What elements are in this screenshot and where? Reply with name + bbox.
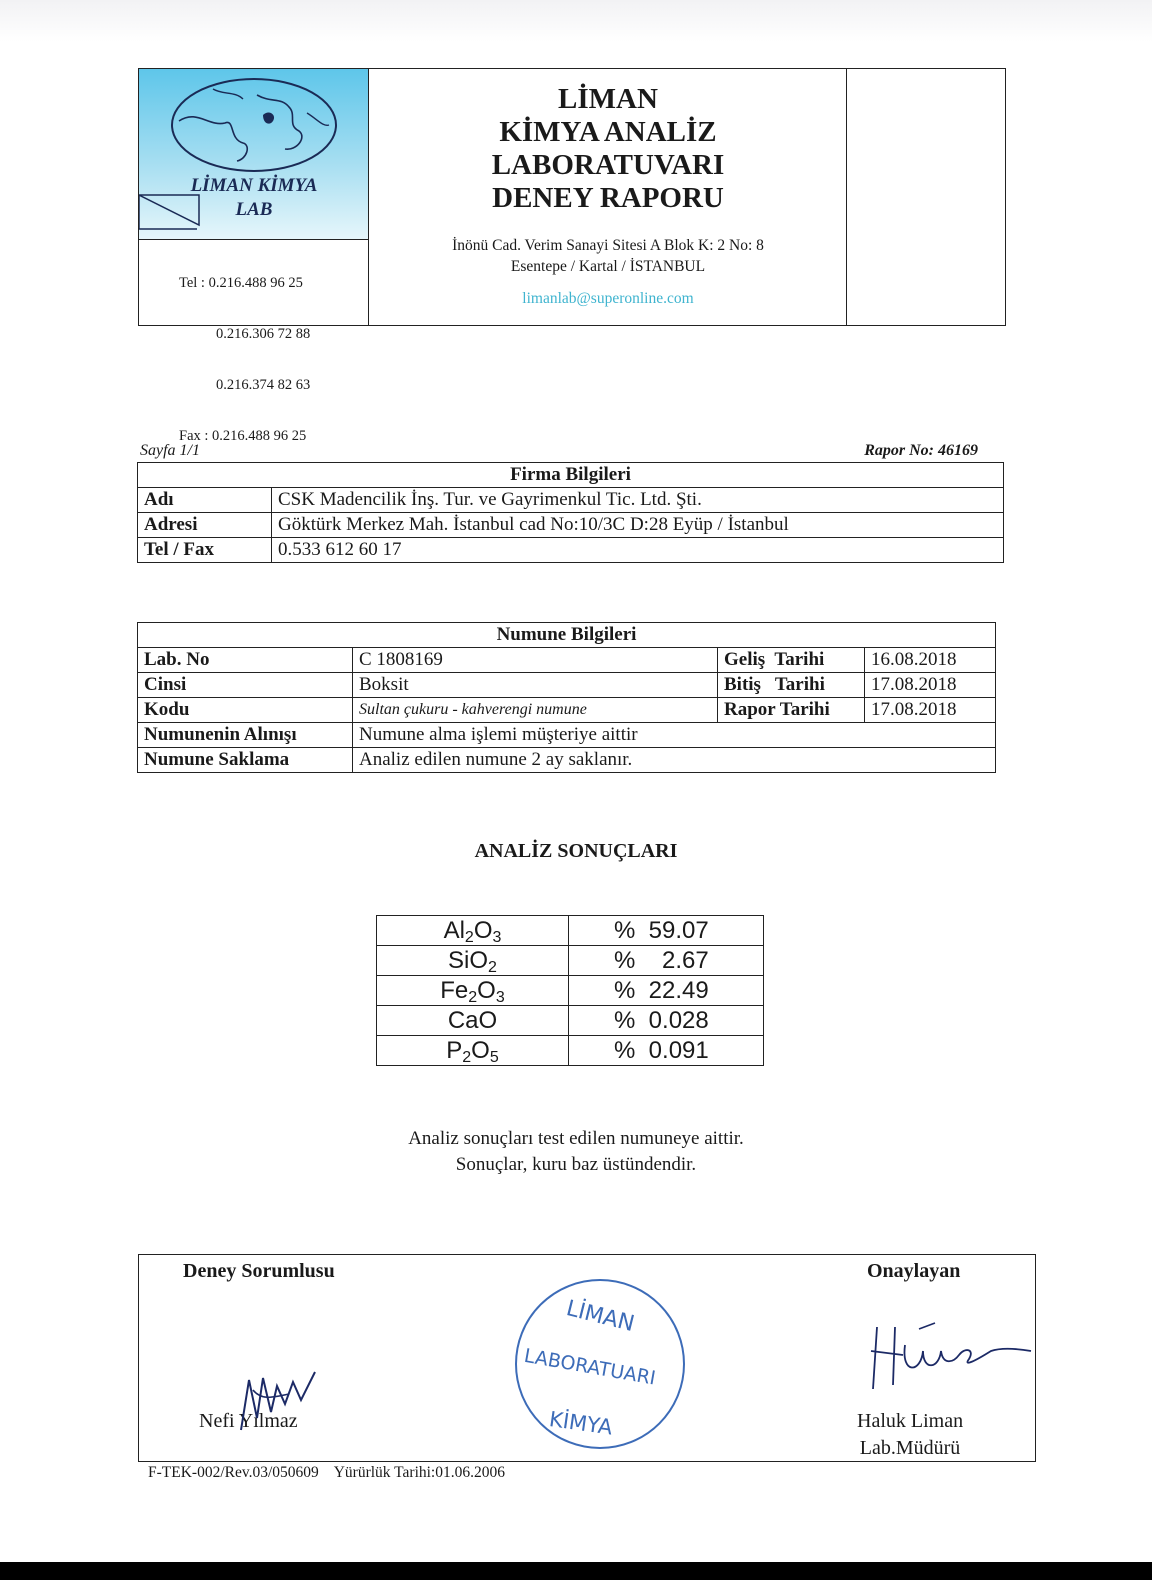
note-line-1: Analiz sonuçları test edilen numuneye aittir. — [408, 1128, 744, 1149]
compound-part: O — [471, 1036, 490, 1064]
logo-cell — [139, 69, 369, 239]
compound-part: O — [473, 916, 493, 944]
table-row — [138, 673, 996, 698]
sampling-value: Numune alma işlemi müşteriye aittir — [353, 723, 996, 748]
logo-line-1: LİMAN KİMYA — [190, 175, 318, 196]
table-row — [377, 946, 764, 976]
compound-subscript: 2 — [462, 1048, 472, 1066]
title-line-2: KİMYA ANALİZ — [499, 116, 717, 148]
compound-part: CaO — [447, 1006, 498, 1034]
compound-name — [377, 1006, 569, 1036]
table-row — [138, 513, 1004, 538]
table-row — [138, 698, 996, 723]
compound-value: % 59.07 — [569, 916, 764, 946]
finish-date-label: Bitiş Tarihi — [718, 673, 865, 698]
compound-subscript: 3 — [492, 928, 502, 946]
scan-shadow — [0, 0, 1152, 42]
address-line-1: İnönü Cad. Verim Sanayi Sitesi A Blok K: 2 No: 8 — [452, 237, 764, 254]
table-row — [377, 1006, 764, 1036]
test-responsible-name: Nefi Yılmaz — [199, 1410, 298, 1432]
compound-name — [377, 946, 569, 976]
lab-email[interactable]: limanlab@superonline.com — [522, 290, 694, 307]
finish-date-value: 17.08.2018 — [865, 673, 996, 698]
lab-stamp-icon — [511, 1275, 689, 1453]
tel-line-1: Tel : 0.216.488 96 25 — [179, 275, 303, 291]
title-line-3: LABORATUVARI — [491, 149, 725, 181]
compound-part: P — [446, 1036, 463, 1064]
approver-role: Lab.Müdürü — [859, 1437, 961, 1459]
logo-text — [139, 174, 369, 222]
compound-part: O — [477, 976, 496, 1004]
results-notes — [0, 1126, 1152, 1178]
compound-subscript: 2 — [468, 988, 478, 1006]
compound-subscript: 2 — [464, 928, 474, 946]
sample-type-label: Cinsi — [138, 673, 353, 698]
compound-name — [377, 916, 569, 946]
address-line-2: Esentepe / Kartal / İSTANBUL — [510, 258, 706, 275]
validity-date: Yürürlük Tarihi:01.06.2006 — [333, 1464, 505, 1481]
company-phone-value: 0.533 612 60 17 — [272, 538, 1004, 563]
note-line-2: Sonuçlar, kuru baz üstündendir. — [455, 1154, 697, 1175]
sample-info-heading: Numune Bilgileri — [138, 623, 996, 648]
compound-part: Al — [443, 916, 465, 944]
storage-value: Analiz edilen numune 2 ay saklanır. — [353, 748, 996, 773]
compound-name — [377, 976, 569, 1006]
storage-label: Numune Saklama — [138, 748, 353, 773]
company-address-value: Göktürk Merkez Mah. İstanbul cad No:10/3C D:28 Eyüp / İstanbul — [272, 513, 1004, 538]
stamp-text-top: LİMAN — [563, 1296, 637, 1338]
compound-subscript: 3 — [495, 988, 505, 1006]
report-number: Rapor No: 46169 — [864, 442, 978, 459]
compound-value: % 0.091 — [569, 1036, 764, 1066]
title-line-1: LİMAN — [558, 83, 658, 115]
lab-address — [369, 235, 847, 277]
approver-label: Onaylayan — [867, 1260, 961, 1282]
compound-part: Fe — [440, 976, 469, 1004]
report-header — [138, 68, 1006, 444]
logo-line-2: LAB — [235, 199, 273, 220]
compound-value: % 2.67 — [569, 946, 764, 976]
compound-subscript: 2 — [488, 958, 497, 976]
report-title — [369, 83, 847, 215]
table-row — [377, 916, 764, 946]
stamp-text-middle: LABORATUARI — [522, 1344, 658, 1390]
tel-line-2: 0.216.306 72 88 — [216, 326, 311, 342]
title-cell — [369, 69, 847, 325]
title-line-4: DENEY RAPORU — [492, 182, 724, 214]
report-date-value: 17.08.2018 — [865, 698, 996, 723]
company-info-table — [137, 462, 1004, 563]
arrival-date-value: 16.08.2018 — [865, 648, 996, 673]
sample-type-value: Boksit — [353, 673, 718, 698]
approver-block — [857, 1408, 963, 1462]
lab-no-value: C 1808169 — [353, 648, 718, 673]
results-title: ANALİZ SONUÇLARI — [474, 840, 678, 862]
form-footer — [148, 1464, 505, 1482]
right-signature-icon — [843, 1305, 1033, 1395]
tel-line-3: 0.216.374 82 63 — [216, 377, 311, 393]
company-name-value: CSK Madencilik İnş. Tur. ve Gayrimenkul Tic. Ltd. Şti. — [272, 488, 1004, 513]
table-row — [138, 538, 1004, 563]
stamp-text-bottom: KİMYA — [547, 1407, 615, 1440]
compound-name — [377, 1036, 569, 1066]
compound-value: % 0.028 — [569, 1006, 764, 1036]
sample-code-value: Sultan çukuru - kahverengi numune — [353, 698, 718, 723]
sample-info-table — [137, 622, 996, 773]
company-name-label: Adı — [138, 488, 272, 513]
page-number: Sayfa 1/1 — [140, 442, 200, 459]
form-code: F-TEK-002/Rev.03/050609 — [148, 1464, 319, 1481]
test-responsible-label: Deney Sorumlusu — [183, 1260, 335, 1282]
table-row — [138, 623, 996, 648]
company-info-heading: Firma Bilgileri — [138, 463, 1004, 488]
signature-box — [138, 1254, 1036, 1462]
left-signature-icon — [231, 1360, 321, 1435]
sampling-label: Numunenin Alınışı — [138, 723, 353, 748]
sample-code-label: Kodu — [138, 698, 353, 723]
table-row — [138, 463, 1004, 488]
table-row — [377, 1036, 764, 1066]
compound-part: SiO — [448, 946, 489, 974]
compound-subscript: 5 — [489, 1048, 499, 1066]
scan-border — [0, 1562, 1152, 1580]
arrival-date-label: Geliş Tarihi — [718, 648, 865, 673]
compound-value: % 22.49 — [569, 976, 764, 1006]
table-row — [138, 723, 996, 748]
table-row — [138, 648, 996, 673]
fax-line: Fax : 0.216.488 96 25 — [179, 428, 307, 444]
table-row — [138, 488, 1004, 513]
company-address-label: Adresi — [138, 513, 272, 538]
report-date-label: Rapor Tarihi — [718, 698, 865, 723]
company-phone-label: Tel / Fax — [138, 538, 272, 563]
table-row — [377, 976, 764, 1006]
lab-no-label: Lab. No — [138, 648, 353, 673]
table-row — [138, 748, 996, 773]
results-table — [376, 915, 764, 1066]
approver-name: Haluk Liman — [857, 1410, 964, 1432]
